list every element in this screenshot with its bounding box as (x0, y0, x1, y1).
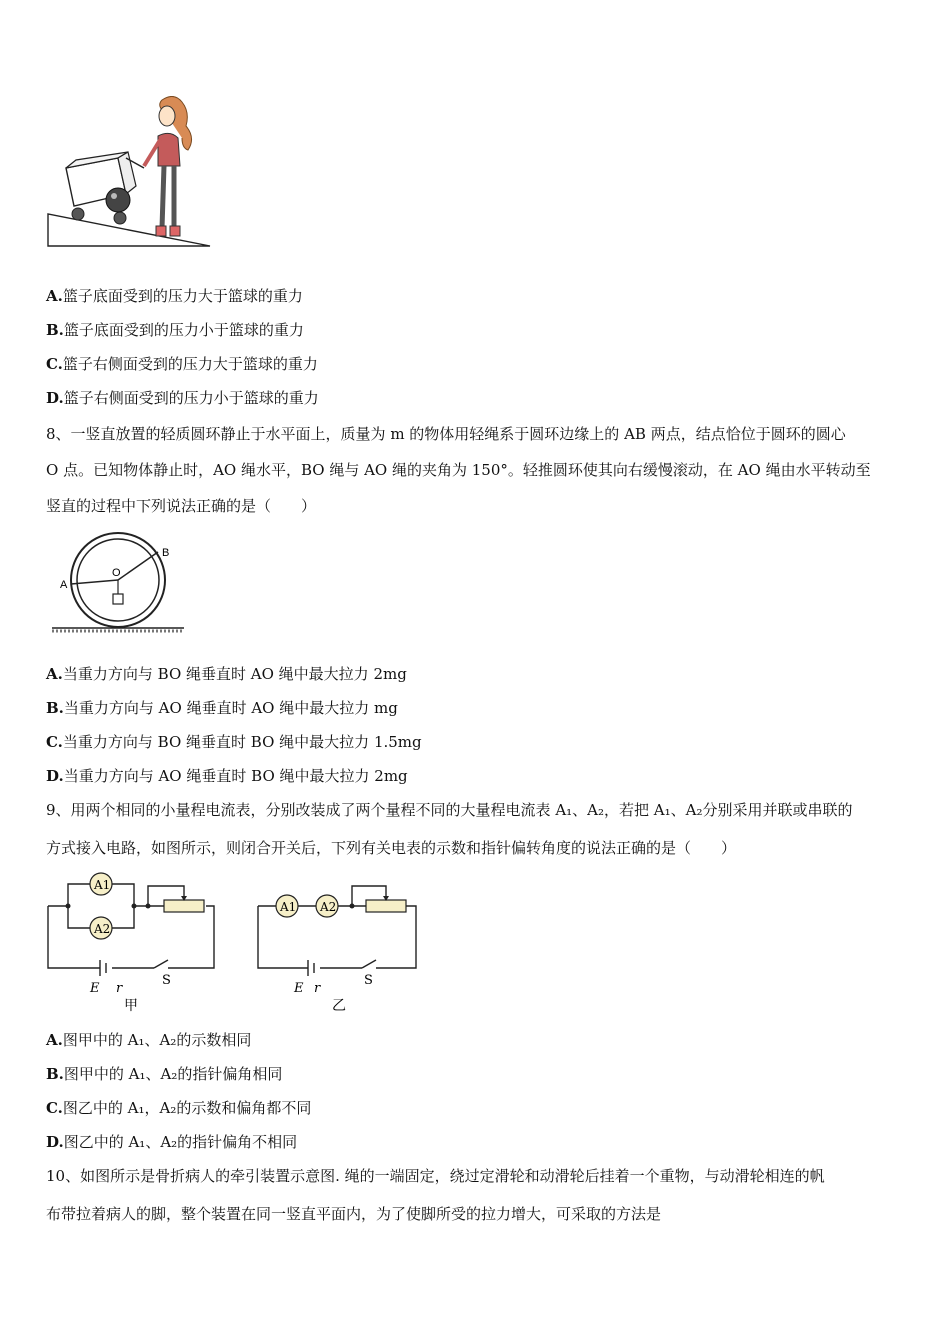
q8-option-c[interactable]: C.当重力方向与 BO 绳垂直时 BO 绳中最大拉力 1.5mg (46, 733, 422, 751)
q7-option-c[interactable]: C.篮子右侧面受到的压力大于篮球的重力 (46, 355, 318, 373)
right-meter-a2: A2 (320, 900, 337, 914)
q8-option-a[interactable]: A.当重力方向与 BO 绳垂直时 AO 绳中最大拉力 2mg (46, 665, 407, 683)
left-emf-label: E (90, 981, 100, 996)
q7-option-a[interactable]: A.篮子底面受到的压力大于篮球的重力 (46, 287, 303, 305)
q8-option-d[interactable]: D.当重力方向与 AO 绳垂直时 BO 绳中最大拉力 2mg (46, 767, 408, 785)
left-meter-a1: A1 (94, 878, 111, 892)
right-r-label: r (314, 981, 321, 996)
circuits-figure (44, 866, 424, 1016)
q9-option-c[interactable]: C.图乙中的 A₁，A₂的示数和偏角都不同 (46, 1099, 312, 1117)
q7-option-b[interactable]: B.篮子底面受到的压力小于篮球的重力 (46, 321, 304, 339)
q8-stem-line2: O 点。已知物体静止时，AO 绳水平，BO 绳与 AO 绳的夹角为 150°。轻推圆环使其向右缓慢滚动，在 AO 绳由水平转动至 (46, 461, 871, 479)
label-a: A (60, 579, 68, 591)
caption-left: 甲 (124, 998, 138, 1014)
cart-girl-figure (44, 96, 216, 252)
left-r-label: r (116, 981, 123, 996)
q8-stem-line1: 8、一竖直放置的轻质圆环静止于水平面上，质量为 m 的物体用轻绳系于圆环边缘上的 AB 两点，结点恰位于圆环的圆心 (46, 425, 846, 443)
q9-option-a[interactable]: A.图甲中的 A₁、A₂的示数相同 (46, 1031, 252, 1049)
q9-stem-line1: 9、用两个相同的小量程电流表，分别改装成了两个量程不同的大量程电流表 A₁、A₂，若把 A₁、A₂分别采用并联或串联的 (46, 801, 853, 819)
left-meter-a2: A2 (94, 922, 111, 936)
right-meter-a1: A1 (280, 900, 297, 914)
label-b: B (162, 547, 170, 559)
q8-option-b[interactable]: B.当重力方向与 AO 绳垂直时 AO 绳中最大拉力 mg (46, 699, 398, 717)
q10-stem-line2: 布带拉着病人的脚，整个装置在同一竖直平面内，为了使脚所受的拉力增大，可采取的方法是 (46, 1205, 662, 1223)
q9-stem-line2: 方式接入电路，如图所示，则闭合开关后，下列有关电表的示数和指针偏转角度的说法正确的是（ ） (46, 839, 737, 857)
q9-option-b[interactable]: B.图甲中的 A₁、A₂的指针偏角相同 (46, 1065, 283, 1083)
q10-stem-line1: 10、如图所示是骨折病人的牵引装置示意图. 绳的一端固定，绕过定滑轮和动滑轮后挂着一个重物，与动滑轮相连的帆 (46, 1167, 825, 1185)
right-emf-label: E (294, 981, 304, 996)
label-o: O (112, 567, 121, 579)
q8-stem-line3: 竖直的过程中下列说法正确的是（ ） (46, 497, 317, 515)
q7-option-d[interactable]: D.篮子右侧面受到的压力小于篮球的重力 (46, 389, 319, 407)
caption-right: 乙 (332, 998, 346, 1014)
right-switch-label: S (364, 973, 373, 988)
q9-option-d[interactable]: D.图乙中的 A₁、A₂的指针偏角不相同 (46, 1133, 298, 1151)
left-switch-label: S (162, 973, 171, 988)
ring-figure (48, 528, 188, 636)
